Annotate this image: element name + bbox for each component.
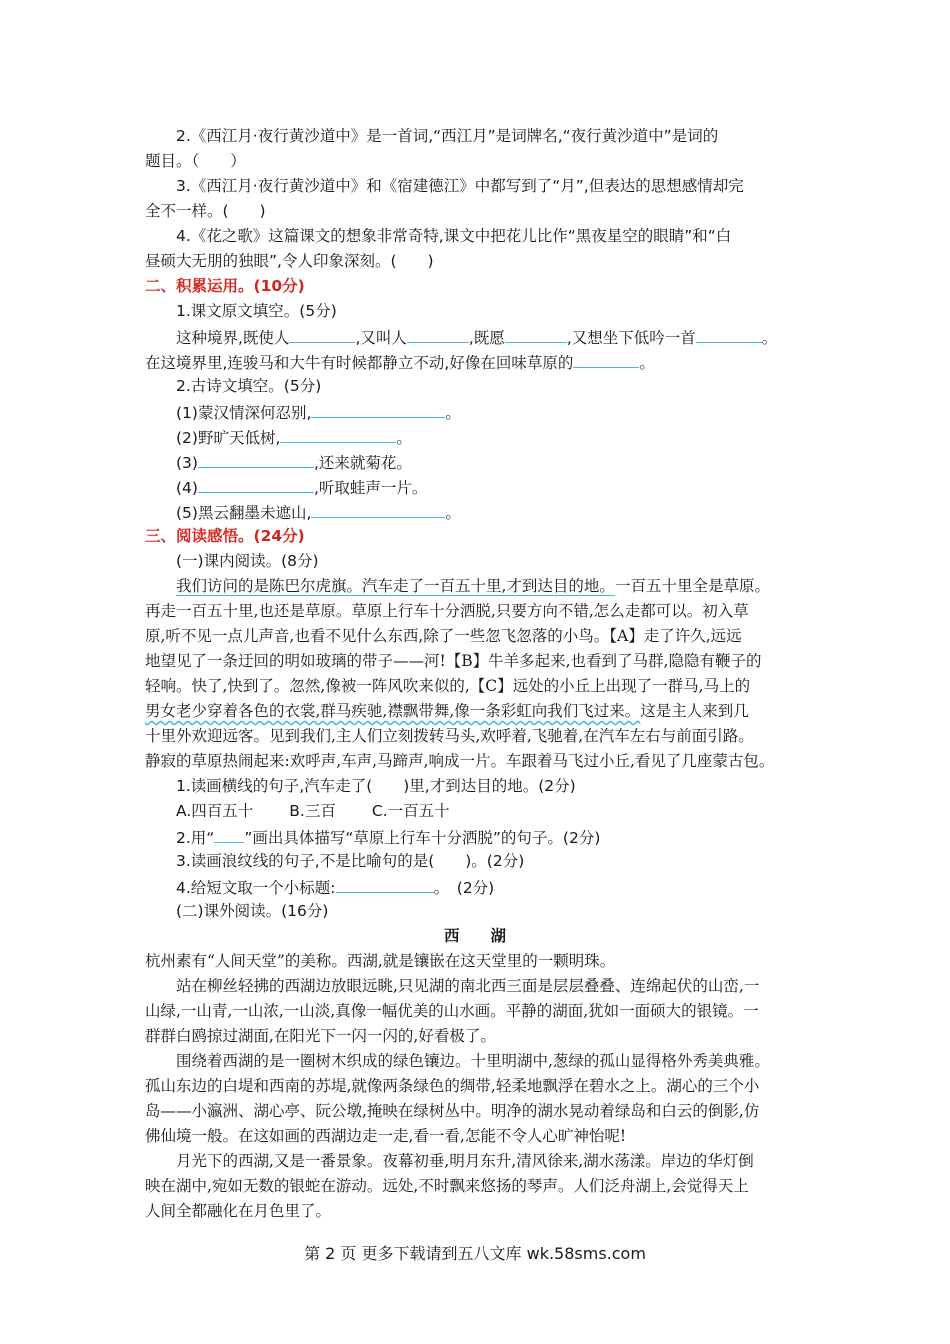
reading-line-8: 静寂的草原热闹起来:欢呼声,车声,马蹄声,响成一片。车跟着马飞过小丘,看见了几座蒙古包。 <box>145 752 775 770</box>
poem-2: (2)野旷天低树, 。 <box>176 426 412 448</box>
poem-blank-3[interactable] <box>198 451 314 468</box>
poem-1: (1)蒙汉情深何忍别, 。 <box>176 401 461 423</box>
reading-line-7: 十里外欢迎远客。见到我们,主人们立刻拨转马头,欢呼着,飞驰着,在汽车左右与前面引路。 <box>145 727 754 745</box>
option-b[interactable]: B.三百 <box>289 802 336 820</box>
article-line-7: 岛——小瀛洲、湖心亭、阮公墩,掩映在绿树丛中。明净的湖水晃动着绿岛和白云的倒影,仿 <box>145 1102 760 1120</box>
option-c[interactable]: C.一百五十 <box>371 802 450 820</box>
article-title: 西 湖 <box>443 926 506 945</box>
article-line-2: 站在柳丝轻拂的西湖边放眼远眺,只见湖的南北西三面是层层叠叠、连绵起伏的山峦,一 <box>176 977 760 995</box>
subtitle-blank[interactable] <box>336 876 434 893</box>
article-line-1: 杭州素有“人间天堂”的美称。西湖,就是镶嵌在这天堂里的一颗明珠。 <box>145 952 616 970</box>
page-footer: 第 2 页 更多下载请到五八文库 wk.58sms.com <box>304 1244 646 1263</box>
marker-c: C <box>485 677 498 695</box>
fill-line-1: 这种境界,既使人 ,又叫人 ,既愿 ,又想坐下低吟一首 。 <box>176 326 777 348</box>
judge-q2-line1: 2.《西江月·夜行黄沙道中》是一首词,“西江月”是词牌名,“夜行黄沙道中”是词的 <box>176 127 719 145</box>
section2-heading: 二、积累运用。(10分) <box>145 277 305 295</box>
reading-q3: 3.读画浪纹线的句子,不是比喻句的是( )。(2分) <box>176 852 525 870</box>
poem-4: (4) ,听取蛙声一片。 <box>176 476 427 498</box>
judge-q4-line1: 4.《花之歌》这篇课文的想象非常奇特,课文中把花儿比作“黑夜星空的眼睛”和“白 <box>176 227 732 245</box>
blank-3[interactable] <box>505 326 567 343</box>
reading-q4: 4.给短文取一个小标题: 。 (2分) <box>176 876 494 898</box>
blank-5[interactable] <box>573 351 639 368</box>
article-line-6: 孤山东边的白堤和西南的苏堤,就像两条绿色的绸带,轻柔地飘浮在碧水之上。湖心的三个小 <box>145 1077 760 1095</box>
marker-a: A <box>617 627 629 645</box>
article-line-9: 月光下的西湖,又是一番景象。夜幕初垂,明月东升,清风徐来,湖水荡漾。岸边的华灯倒 <box>176 1152 754 1170</box>
poem-3: (3) ,还来就菊花。 <box>176 451 412 473</box>
reading-line-1: 我们访问的是陈巴尔虎旗。汽车走了一百五十里,才到达目的地。一百五十里全是草原。 <box>176 577 770 595</box>
reading-line-3: 原,听不见一点儿声音,也看不见什么东西,除了一些忽飞忽落的小鸟。【A】走了许久,远远 <box>145 627 742 645</box>
section3-heading: 三、阅读感悟。(24分) <box>145 527 305 545</box>
option-a[interactable]: A.四百五十 <box>176 802 254 820</box>
judge-q2-line2: 题目。（ ） <box>145 152 246 170</box>
section3-sub2: (二)课外阅读。(16分) <box>176 902 329 920</box>
marker-b: B <box>461 652 473 670</box>
fill-line-2: 在这境界里,连骏马和大牛有时候都静立不动,好像在回味草原的 。 <box>145 351 655 373</box>
judge-q3-line2: 全不一样。( ) <box>145 202 266 220</box>
section2-q2: 2.古诗文填空。(5分) <box>176 377 322 395</box>
article-line-8: 佛仙境一般。在这如画的西湖边走一走,看一看,怎能不令人心旷神怡呢! <box>145 1127 627 1145</box>
blank-1[interactable] <box>289 326 355 343</box>
blank-4[interactable] <box>696 326 762 343</box>
reading-q2: 2.用“ ”画出具体描写“草原上行车十分洒脱”的句子。(2分) <box>176 826 600 848</box>
reading-line-5: 轻响。快了,快到了。忽然,像被一阵风吹来似的,【C】远处的小丘上出现了一群马,马上的 <box>145 677 751 695</box>
poem-blank-1[interactable] <box>311 401 445 418</box>
reading-line-2: 再走一百五十里,也还是草原。草原上行车十分洒脱,只要方向不错,怎么走都可以。初入草 <box>145 602 749 620</box>
poem-blank-4[interactable] <box>198 476 314 493</box>
judge-q4-line2: 昼硕大无朋的独眼”,令人印象深刻。( ) <box>145 252 434 270</box>
blank-2[interactable] <box>407 326 469 343</box>
article-line-4: 群群白鸥掠过湖面,在阳光下一闪一闪的,好看极了。 <box>145 1027 496 1045</box>
section3-sub1: (一)课内阅读。(8分) <box>176 552 319 570</box>
wavy-sentence: 男女老少穿着各色的衣裳,群马疾驰,襟飘带舞,像一条彩虹向我们飞过来。 <box>145 702 641 720</box>
article-line-10: 映在湖中,宛如无数的银蛇在游动。远处,不时飘来悠扬的琴声。人们泛舟湖上,会觉得天上 <box>145 1177 749 1195</box>
judge-q3-line1: 3.《西江月·夜行黄沙道中》和《宿建德江》中都写到了“月”,但表达的思想感情却完 <box>176 177 744 195</box>
reading-line-6: 男女老少穿着各色的衣裳,群马疾驰,襟飘带舞,像一条彩虹向我们飞过来。这是主人来到几 <box>145 702 749 720</box>
reading-q1: 1.读画横线的句子,汽车走了( )里,才到达目的地。(2分) <box>176 777 576 795</box>
article-line-11: 人间全都融化在月色里了。 <box>145 1202 332 1220</box>
underlined-sentence: 我们访问的是陈巴尔虎旗。汽车走了一百五十里,才到达目的地。 <box>176 577 615 595</box>
poem-5: (5)黑云翻墨未遮山, 。 <box>176 501 461 523</box>
line-sample <box>214 826 244 843</box>
poem-blank-2[interactable] <box>280 426 396 443</box>
article-line-3: 山绿,一山青,一山浓,一山淡,真像一幅优美的山水画。平静的湖面,犹如一面硕大的银镜。一 <box>145 1002 759 1020</box>
reading-line-4: 地望见了一条迂回的明如玻璃的带子——河!【B】牛羊多起来,也看到了马群,隐隐有鞭子的 <box>145 652 762 670</box>
reading-q1-options <box>176 801 450 821</box>
section2-q1: 1.课文原文填空。(5分) <box>176 302 337 320</box>
poem-blank-5[interactable] <box>311 501 445 518</box>
article-line-5: 围绕着西湖的是一圈树木织成的绿色镶边。十里明湖中,葱绿的孤山显得格外秀美典雅。 <box>176 1052 770 1070</box>
